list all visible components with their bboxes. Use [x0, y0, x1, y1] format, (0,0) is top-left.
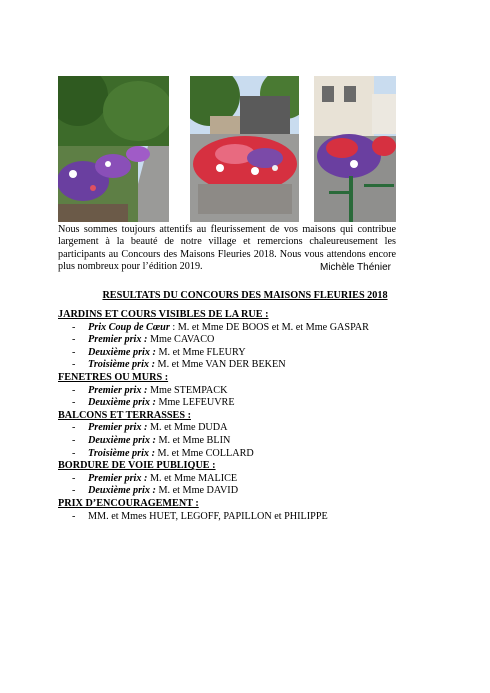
- prize-label: Premier prix :: [88, 384, 148, 396]
- winners: M. et Mme COLLARD: [154, 447, 254, 459]
- list-dash: -: [72, 346, 76, 358]
- prize-label: Premier prix :: [88, 334, 148, 346]
- list-item: [58, 397, 418, 410]
- category-title-fenetres: FENETRES OU MURS :: [58, 371, 169, 383]
- winners: Mme LEFEUVRE: [155, 397, 235, 409]
- category-entries-balcons: [58, 422, 418, 460]
- list-dash: -: [72, 397, 76, 409]
- category-entries-encouragement: [58, 511, 418, 524]
- category-entries-jardins: [58, 322, 418, 372]
- list-dash: -: [72, 321, 76, 333]
- winners: Mme CAVACO: [147, 334, 215, 346]
- category-title-encouragement: PRIX D’ENCOURAGEMENT :: [58, 497, 199, 509]
- winners: Mme STEMPACK: [147, 384, 228, 396]
- list-item: [58, 485, 418, 498]
- list-dash: -: [72, 434, 76, 446]
- winners: M. et Mme DUDA: [147, 422, 228, 434]
- winners: M. et Mme FLEURY: [155, 346, 246, 358]
- prize-label: Deuxième prix :: [88, 485, 156, 497]
- list-dash: -: [72, 359, 76, 371]
- category-entries-bordure: [58, 473, 418, 498]
- list-item: [58, 334, 418, 347]
- list-item: [58, 322, 418, 335]
- list-item: [58, 435, 418, 448]
- prize-label: Troisième prix :: [88, 359, 155, 371]
- list-item: [58, 448, 418, 461]
- photo-flower-planter: [190, 76, 299, 222]
- list-item: [58, 347, 418, 360]
- list-dash: -: [72, 485, 76, 497]
- list-item: [58, 511, 418, 524]
- list-item: [58, 473, 418, 486]
- list-dash: -: [72, 447, 76, 459]
- photo-hanging-baskets: [314, 76, 396, 222]
- category-title-bordure: BORDURE DE VOIE PUBLIQUE :: [58, 460, 216, 472]
- winners: M. et Mme BLIN: [155, 434, 231, 446]
- category-title-jardins: JARDINS ET COURS VISIBLES DE LA RUE :: [58, 309, 269, 320]
- list-item: [58, 385, 418, 398]
- category-entries-fenetres: [58, 385, 418, 410]
- intro-paragraph: Nous sommes toujours attentifs au fleurissement de vos maisons qui contribue largement à la beauté de notre village et remercions chaleureusement les participants au Concours des Maisons Fleuries 2018. Nous vous attendons encore plus nombreux pour l’édition 2019.: [58, 224, 396, 273]
- list-dash: -: [72, 510, 76, 522]
- winners: M. et Mme MALICE: [147, 472, 238, 484]
- list-dash: -: [72, 384, 76, 396]
- prize-label: Prix Coup de Cœur: [88, 321, 170, 333]
- category-title-balcons: BALCONS ET TERRASSES :: [58, 409, 191, 421]
- list-item: [58, 422, 418, 435]
- winners: : M. et Mme DE BOOS et M. et Mme GASPAR: [169, 321, 369, 333]
- winners: M. et Mme DAVID: [155, 485, 239, 497]
- prize-label: Deuxième prix :: [88, 346, 156, 358]
- list-dash: -: [72, 422, 76, 434]
- winners: MM. et Mmes HUET, LEGOFF, PAPILLON et PHILIPPE: [88, 510, 328, 522]
- prize-label: Troisième prix :: [88, 447, 155, 459]
- prize-label: Deuxième prix :: [88, 434, 156, 446]
- winners: M. et Mme VAN DER BEKEN: [154, 359, 286, 371]
- results-title: RESULTATS DU CONCOURS DES MAISONS FLEURIES 2018: [102, 290, 388, 301]
- prize-label: Premier prix :: [88, 422, 148, 434]
- list-dash: -: [72, 334, 76, 346]
- prize-label: Premier prix :: [88, 472, 148, 484]
- signature: Michèle Thénier: [320, 262, 391, 273]
- prize-label: Deuxième prix :: [88, 397, 156, 409]
- photo-flower-boxes-street: [58, 76, 169, 222]
- results-list: [58, 309, 418, 523]
- list-dash: -: [72, 472, 76, 484]
- photo-strip: [58, 76, 396, 222]
- list-item: [58, 359, 418, 372]
